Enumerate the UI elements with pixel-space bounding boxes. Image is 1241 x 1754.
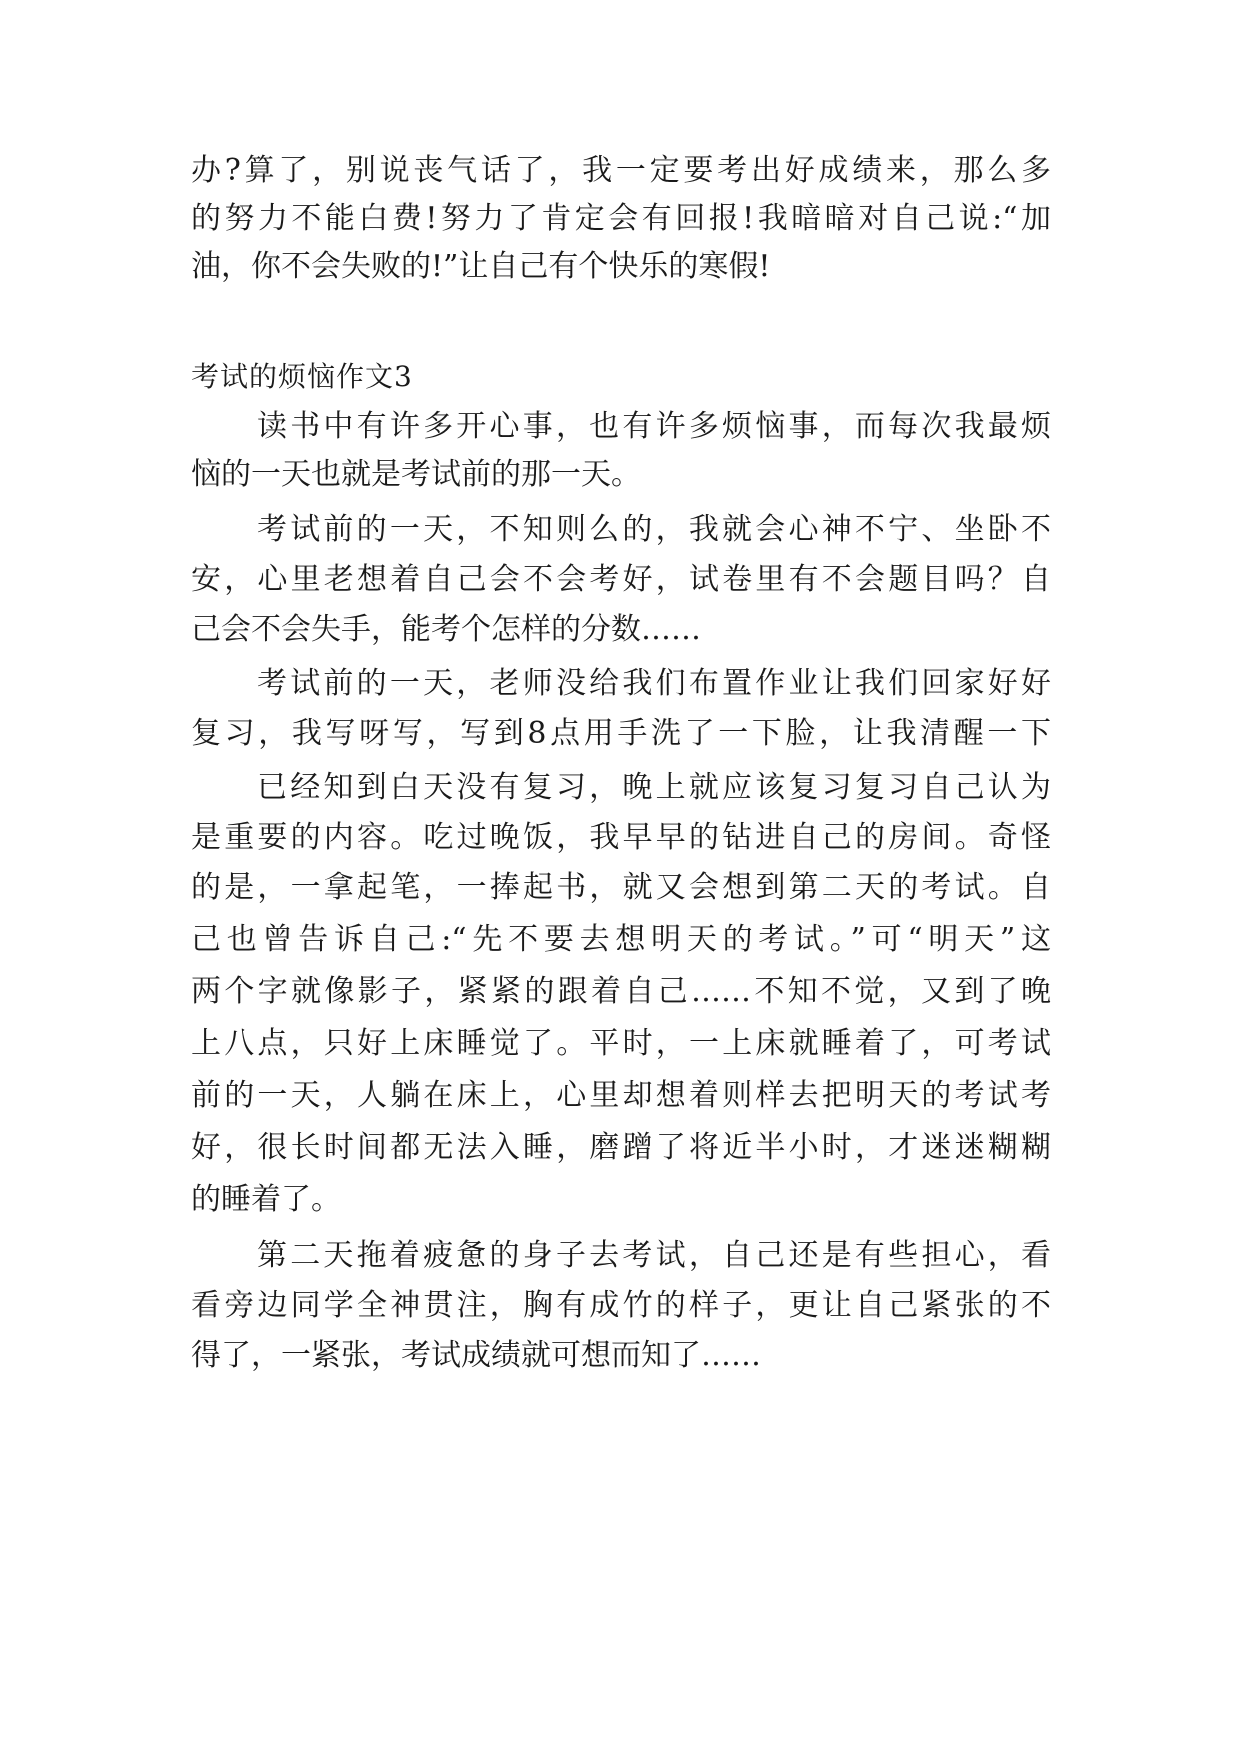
- text-line: 读书中有许多开心事，也有许多烦恼事，而每次我最烦: [257, 409, 1051, 444]
- text-line: 复习，我写呀写，写到8点用手洗了一下脸，让我清醒一下: [191, 716, 1051, 751]
- text-line: 办?算了，别说丧气话了，我一定要考出好成绩来，那么多: [191, 153, 1051, 188]
- text-line: 前的一天，人躺在床上，心里却想着则样去把明天的考试考: [191, 1078, 1051, 1113]
- text-line: 第二天拖着疲惫的身子去考试，自己还是有些担心，看: [257, 1238, 1051, 1273]
- text-line: 安，心里老想着自己会不会考好，试卷里有不会题目吗？自: [191, 562, 1051, 597]
- text-line: 考试前的一天，不知则么的，我就会心神不宁、坐卧不: [257, 512, 1051, 547]
- text-line: 考试前的一天，老师没给我们布置作业让我们回家好好: [257, 666, 1051, 701]
- text-line: 两个字就像影子，紧紧的跟着自己……不知不觉，又到了晚: [191, 974, 1051, 1009]
- text-line: 得了，一紧张，考试成绩就可想而知了……: [191, 1338, 761, 1373]
- text-line: 上八点，只好上床睡觉了。平时，一上床就睡着了，可考试: [191, 1026, 1051, 1061]
- text-line: 已经知到白天没有复习，晚上就应该复习复习自己认为: [257, 770, 1051, 805]
- text-line: 的睡着了。: [191, 1182, 341, 1217]
- text-line: 恼的一天也就是考试前的那一天。: [191, 457, 641, 492]
- section-heading: 考试的烦恼作文3: [191, 360, 413, 393]
- text-line: 油，你不会失败的!”让自己有个快乐的寒假!: [191, 249, 771, 284]
- text-line: 好，很长时间都无法入睡，磨蹭了将近半小时，才迷迷糊糊: [191, 1130, 1051, 1165]
- text-line: 的是，一拿起笔，一捧起书，就又会想到第二天的考试。自: [191, 870, 1051, 905]
- text-line: 的努力不能白费!努力了肯定会有回报!我暗暗对自己说:“加: [191, 201, 1051, 236]
- text-line: 己会不会失手，能考个怎样的分数……: [191, 612, 701, 647]
- text-line: 己也曾告诉自己:“先不要去想明天的考试。”可“明天”这: [191, 922, 1051, 957]
- text-line: 是重要的内容。吃过晚饭，我早早的钻进自己的房间。奇怪: [191, 820, 1051, 855]
- text-line: 看旁边同学全神贯注，胸有成竹的样子，更让自己紧张的不: [191, 1288, 1051, 1323]
